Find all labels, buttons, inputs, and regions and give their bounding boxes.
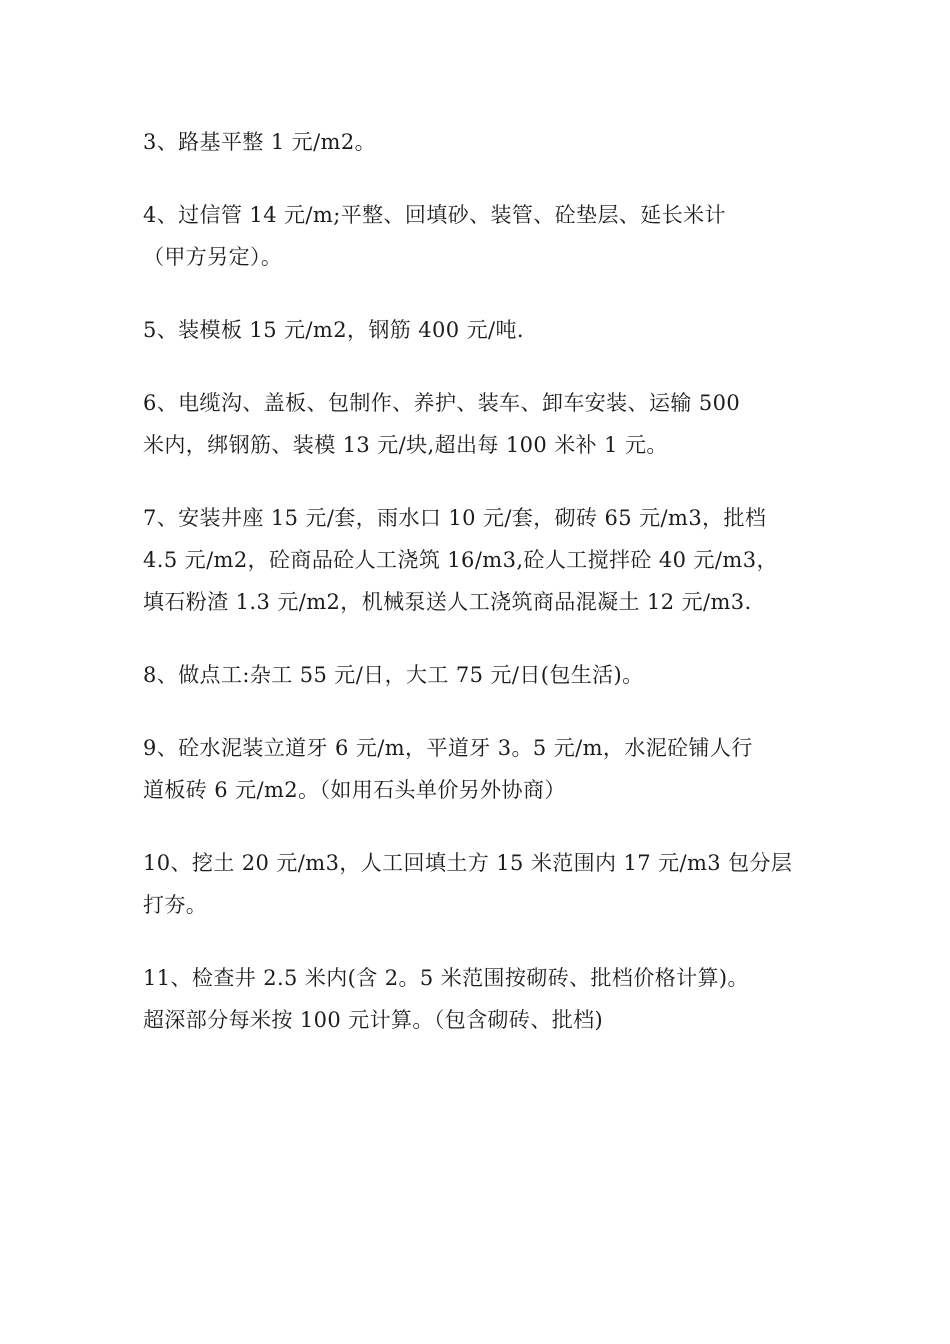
paragraph-line: 3、路基平整 1 元/m2。 (143, 130, 377, 154)
paragraph-item-6 (143, 382, 808, 466)
paragraph-line: 10、挖土 20 元/m3，人工回填土方 15 米范围内 17 元/m3 包分层 (143, 851, 793, 875)
paragraph-item-7 (143, 497, 808, 623)
paragraph-line: 5、装模板 15 元/m2，钢筋 400 元/吨. (143, 318, 524, 342)
paragraph-line: 8、做点工:杂工 55 元/日，大工 75 元/日(包生活)。 (143, 663, 644, 687)
paragraph-line: 11、检查井 2.5 米内(含 2。5 米范围按砌砖、批档价格计算)。 (143, 966, 749, 990)
paragraph-line: （甲方另定）。 (143, 245, 283, 269)
paragraph-item-10 (143, 842, 808, 926)
paragraph-line: 9、砼水泥装立道牙 6 元/m，平道牙 3。5 元/m，水泥砼铺人行 (143, 736, 753, 760)
document-body (143, 121, 808, 1072)
paragraph-item-8 (143, 654, 808, 696)
paragraph-item-9 (143, 727, 808, 811)
paragraph-line: 填石粉渣 1.3 元/m2，机械泵送人工浇筑商品混凝土 12 元/m3. (143, 590, 752, 614)
paragraph-item-4 (143, 194, 808, 278)
paragraph-line: 米内，绑钢筋、装模 13 元/块,超出每 100 米补 1 元。 (143, 433, 668, 457)
paragraph-item-3 (143, 121, 808, 163)
paragraph-line: 道板砖 6 元/m2。（如用石头单价另外协商） (143, 778, 566, 802)
paragraph-line: 7、安装井座 15 元/套，雨水口 10 元/套，砌砖 65 元/m3，批档 (143, 506, 767, 530)
paragraph-line: 4.5 元/m2，砼商品砼人工浇筑 16/m3,砼人工搅拌砼 40 元/m3， (143, 548, 778, 572)
paragraph-item-5 (143, 309, 808, 351)
paragraph-line: 超深部分每米按 100 元计算。（包含砌砖、批档) (143, 1008, 604, 1032)
paragraph-item-11 (143, 957, 808, 1041)
paragraph-line: 打夯。 (143, 893, 208, 917)
paragraph-line: 4、过信管 14 元/m;平整、回填砂、装管、砼垫层、延长米计 (143, 203, 726, 227)
paragraph-line: 6、电缆沟、盖板、包制作、养护、装车、卸车安装、运输 500 (143, 391, 741, 415)
